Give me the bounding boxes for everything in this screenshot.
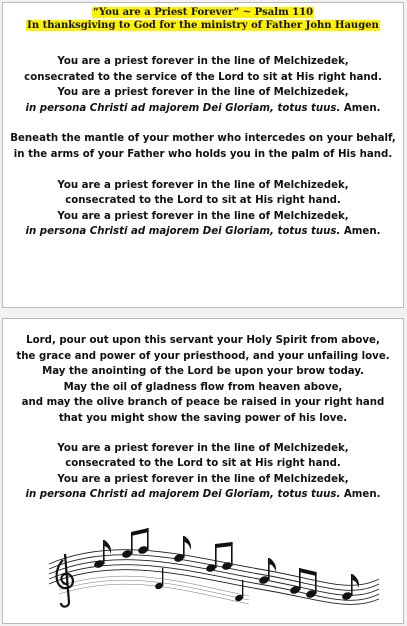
prayer-card-bottom	[2, 318, 404, 624]
stanza-refrain-3	[3, 441, 403, 503]
card-header	[3, 6, 403, 32]
stanza-line-latin	[3, 101, 403, 117]
latin-text: in persona Christi ad majorem Dei Gloriam, totus tuus.	[25, 102, 341, 114]
stanza-line: Lord, pour out upon this servant your Holy Spirit from above,	[26, 335, 380, 346]
stanza-line: You are a priest forever in the line of Melchizedek,	[57, 473, 349, 485]
stanza-line: Beneath the mantle of your mother who intercedes on your behalf,	[10, 133, 396, 145]
header-title: “You are a Priest Forever” ~ Psalm 110	[92, 7, 314, 18]
stanza-line: that you might show the saving power of his love.	[58, 412, 348, 424]
prayer-card-top	[2, 2, 404, 308]
stanza-line: consecrated to the Lord to sit at His right hand.	[65, 195, 341, 207]
stanza-line: You are a priest forever in the line of Melchizedek,	[57, 87, 349, 99]
stanza-line: consecrated to the service of the Lord to sit at His right hand.	[24, 71, 382, 83]
latin-text: in persona Christi ad majorem Dei Gloriam, totus tuus.	[25, 489, 341, 501]
stanza-line: May the oil of gladness flow from heaven above,	[63, 381, 343, 393]
stanza-line-latin	[3, 224, 403, 240]
stanza-verse-2	[3, 333, 403, 427]
header-subtitle: In thanksgiving to God for the ministry of Father John Haugen	[27, 20, 379, 31]
amen-text: Amen.	[340, 226, 381, 238]
amen-text: Amen.	[340, 489, 381, 501]
stanza-line: You are a priest forever in the line of Melchizedek,	[57, 179, 349, 191]
amen-text: Amen.	[340, 102, 381, 114]
stanza-line: and may the olive branch of peace be raised in your right hand	[21, 397, 385, 409]
stanza-refrain-1	[3, 54, 403, 116]
stanza-line: You are a priest forever in the line of Melchizedek,	[57, 442, 349, 454]
stanza-line-latin	[3, 487, 403, 503]
latin-text: in persona Christi ad majorem Dei Gloriam, totus tuus.	[25, 226, 341, 238]
stanza-line: in the arms of your Father who holds you in the palm of His hand.	[13, 148, 393, 160]
stanza-refrain-2	[3, 178, 403, 240]
stanza-line: You are a priest forever in the line of Melchizedek,	[57, 210, 349, 222]
stanza-line: the grace and power of your priesthood, and your unfailing love.	[16, 350, 390, 362]
stanza-line: consecrated to the Lord to sit at His right hand.	[65, 458, 341, 470]
stanza-line: You are a priest forever in the line of Melchizedek,	[57, 56, 349, 67]
stanza-line: May the anointing of the Lord be upon your brow today.	[42, 366, 364, 378]
stanza-verse-1	[3, 131, 403, 162]
music-notes-staff-icon	[29, 524, 381, 612]
